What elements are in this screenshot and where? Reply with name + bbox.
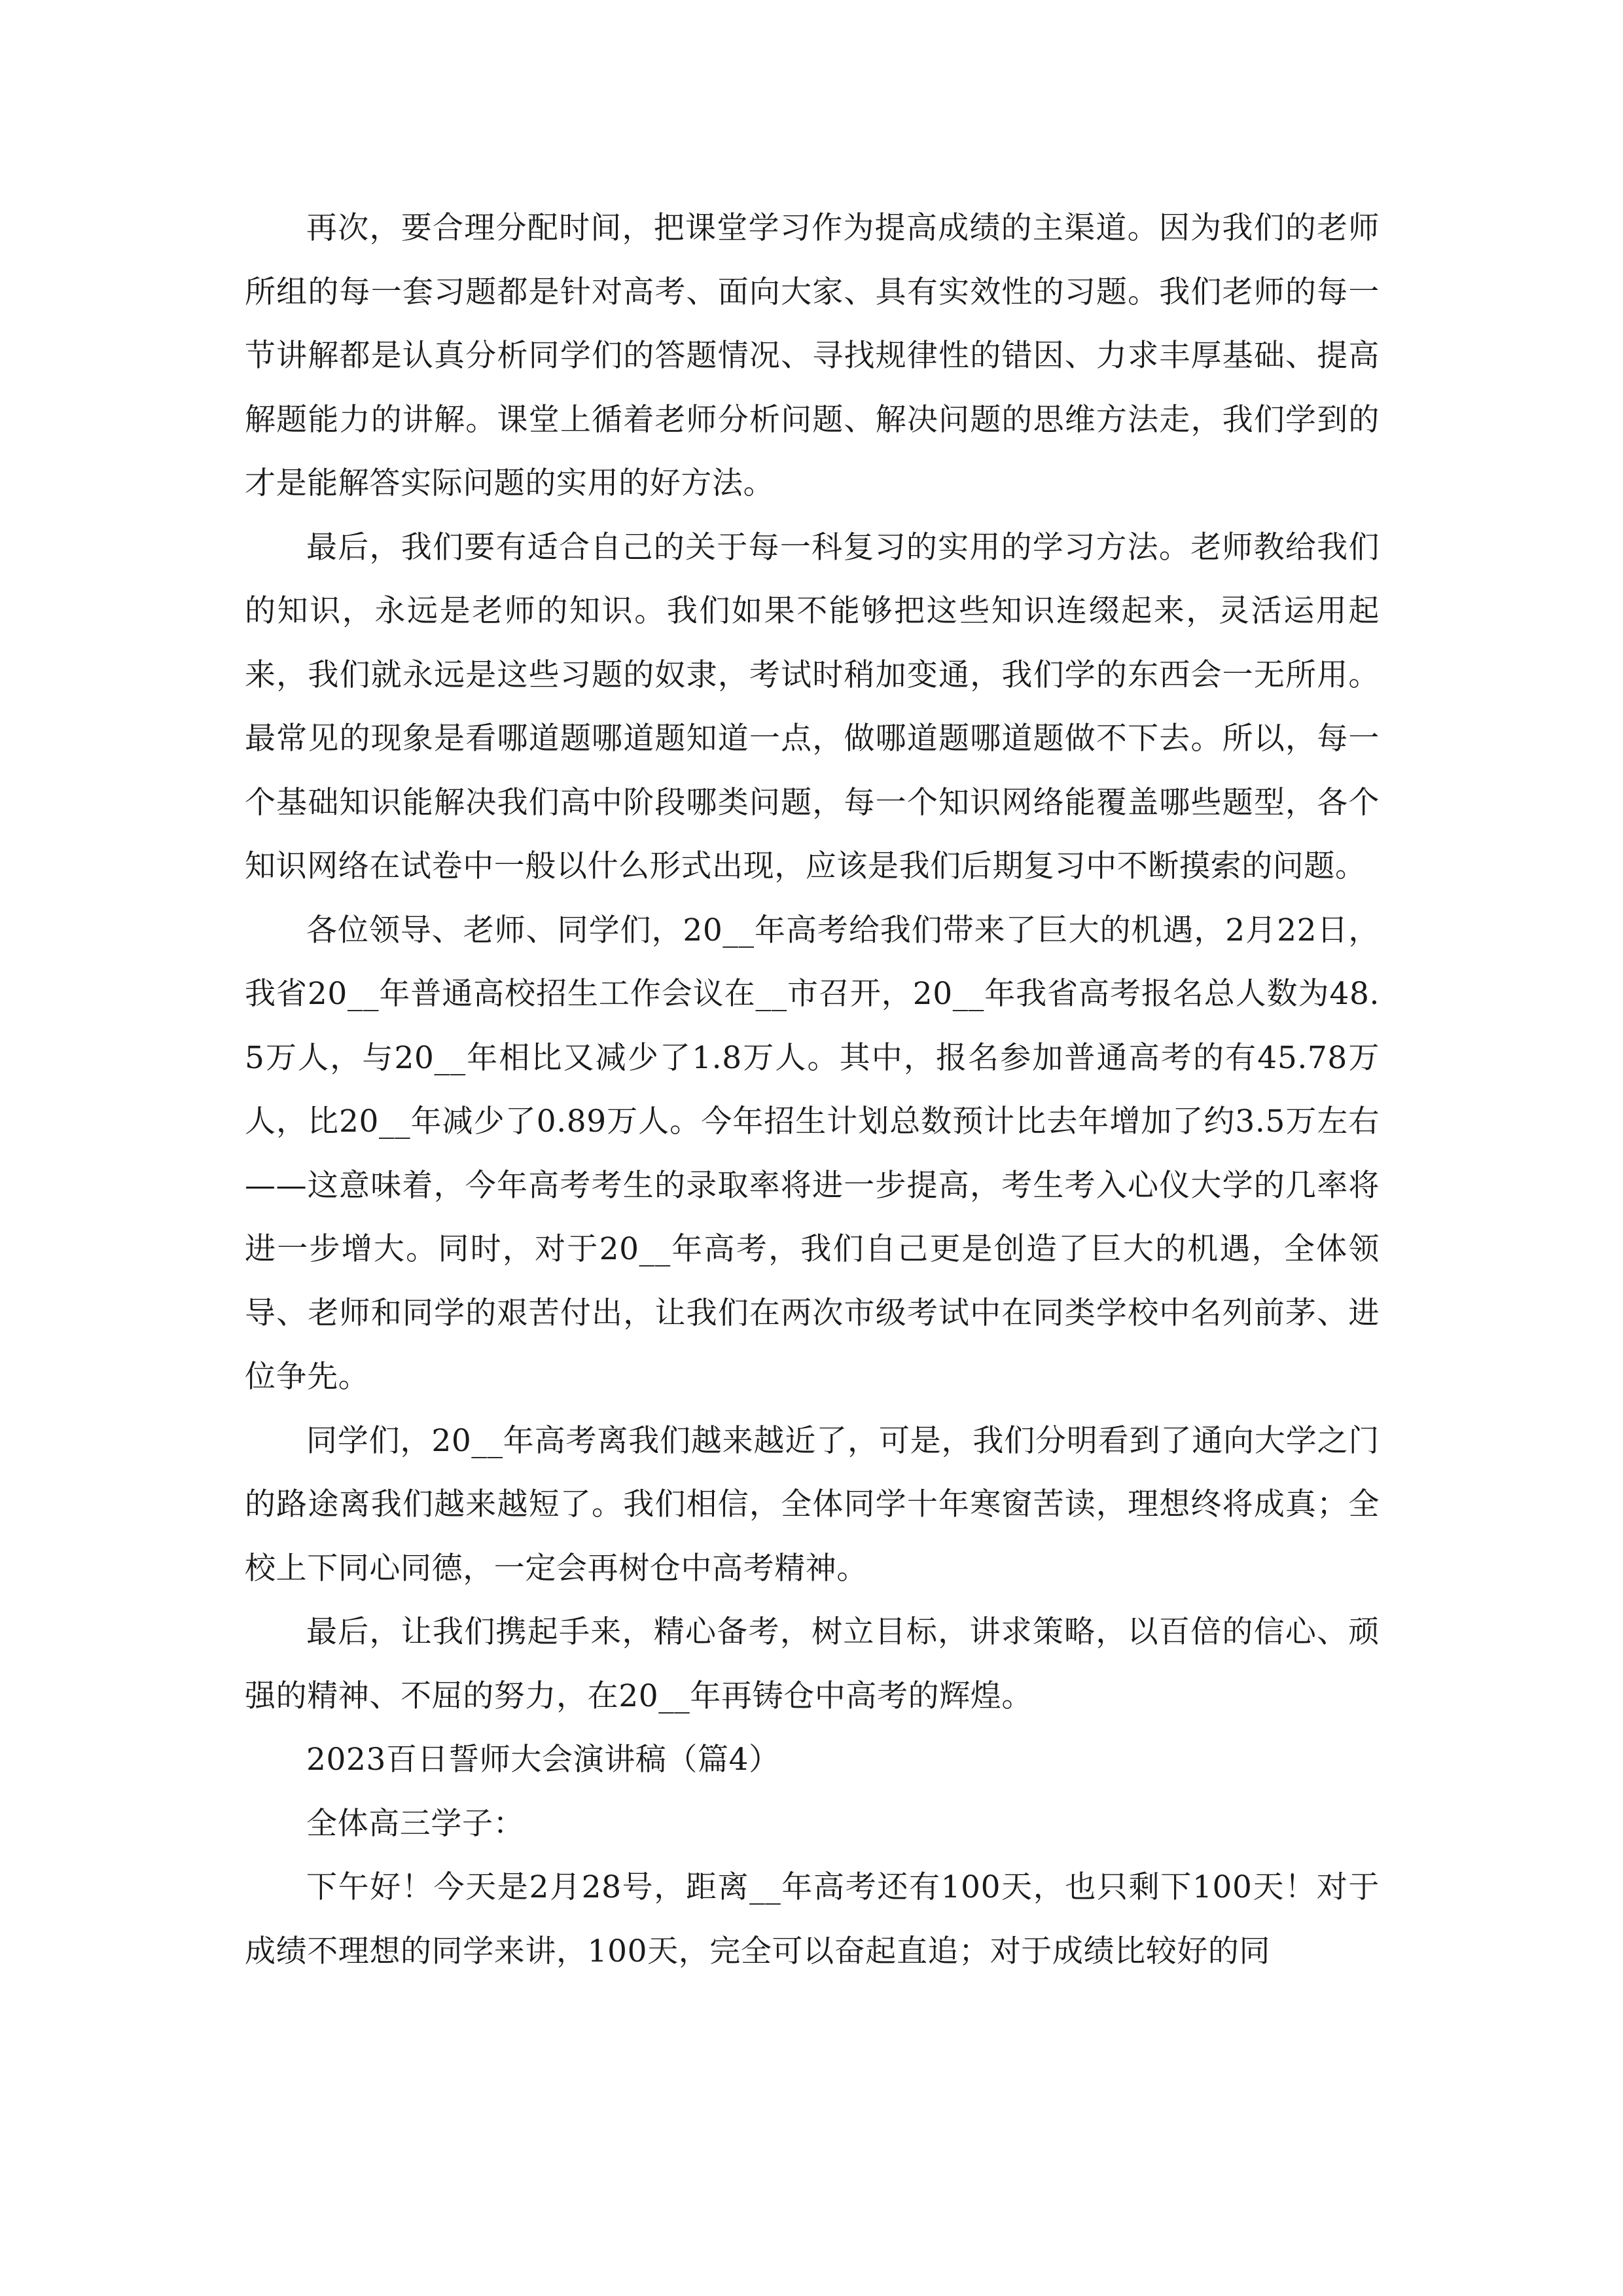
paragraph-exam-approaching: 同学们，20__年高考离我们越来越近了，可是，我们分明看到了通向大学之门的路途离我们越来越短了。我们相信，全体同学十年寒窗苦读，理想终将成真；全校上下同心同德，一定会再树仓中高考精神。	[245, 1422, 1380, 1587]
document-body	[245, 196, 1380, 1983]
paragraph-exam-opportunity: 各位领导、老师、同学们，20__年高考给我们带来了巨大的机遇，2月22日，我省20__年普通高校招生工作会议在__市召开，20__年我省高考报名总人数为48.5万人，与20__年相比又减少了1.8万人。其中，报名参加普通高考的有45.78万人，比20__年减少了0.89万人。今年招生计划总数预计比去年增加了约3.5万左右——这意味着，今年高考考生的录取率将进一步提高，考生考入心仪大学的几率将进一步增大。同时，对于20__年高考，我们自己更是创造了巨大的机遇，全体领导、老师和同学的艰苦付出，让我们在两次市级考试中在同类学校中名列前茅、进位争先。	[245, 912, 1380, 1395]
paragraph-study-methods: 最后，我们要有适合自己的关于每一科复习的实用的学习方法。老师教给我们的知识，永远是老师的知识。我们如果不能够把这些知识连缀起来，灵活运用起来，我们就永远是这些习题的奴隶，考试时稍加变通，我们学的东西会一无所用。最常见的现象是看哪道题哪道题知道一点，做哪道题哪道题做不下去。所以，每一个基础知识能解决我们高中阶段哪类问题，每一个知识网络能覆盖哪些题型，各个知识网络在试卷中一般以什么形式出现，应该是我们后期复习中不断摸索的问题。	[245, 529, 1380, 884]
paragraph-closing: 最后，让我们携起手来，精心备考，树立目标，讲求策略，以百倍的信心、顽强的精神、不屈的努力，在20__年再铸仓中高考的辉煌。	[245, 1614, 1380, 1714]
section-heading: 2023百日誓师大会演讲稿（篇4）	[306, 1742, 780, 1778]
paragraph-greeting: 下午好！今天是2月28号，距离__年高考还有100天，也只剩下100天！对于成绩不理想的同学来讲，100天，完全可以奋起直追；对于成绩比较好的同	[245, 1869, 1380, 1969]
salutation: 全体高三学子：	[306, 1805, 525, 1842]
paragraph-time-allocation: 再次，要合理分配时间，把课堂学习作为提高成绩的主渠道。因为我们的老师所组的每一套习题都是针对高考、面向大家、具有实效性的习题。我们老师的每一节讲解都是认真分析同学们的答题情况、寻找规律性的错因、力求丰厚基础、提高解题能力的讲解。课堂上循着老师分析问题、解决问题的思维方法走，我们学到的才是能解答实际问题的实用的好方法。	[245, 210, 1380, 501]
